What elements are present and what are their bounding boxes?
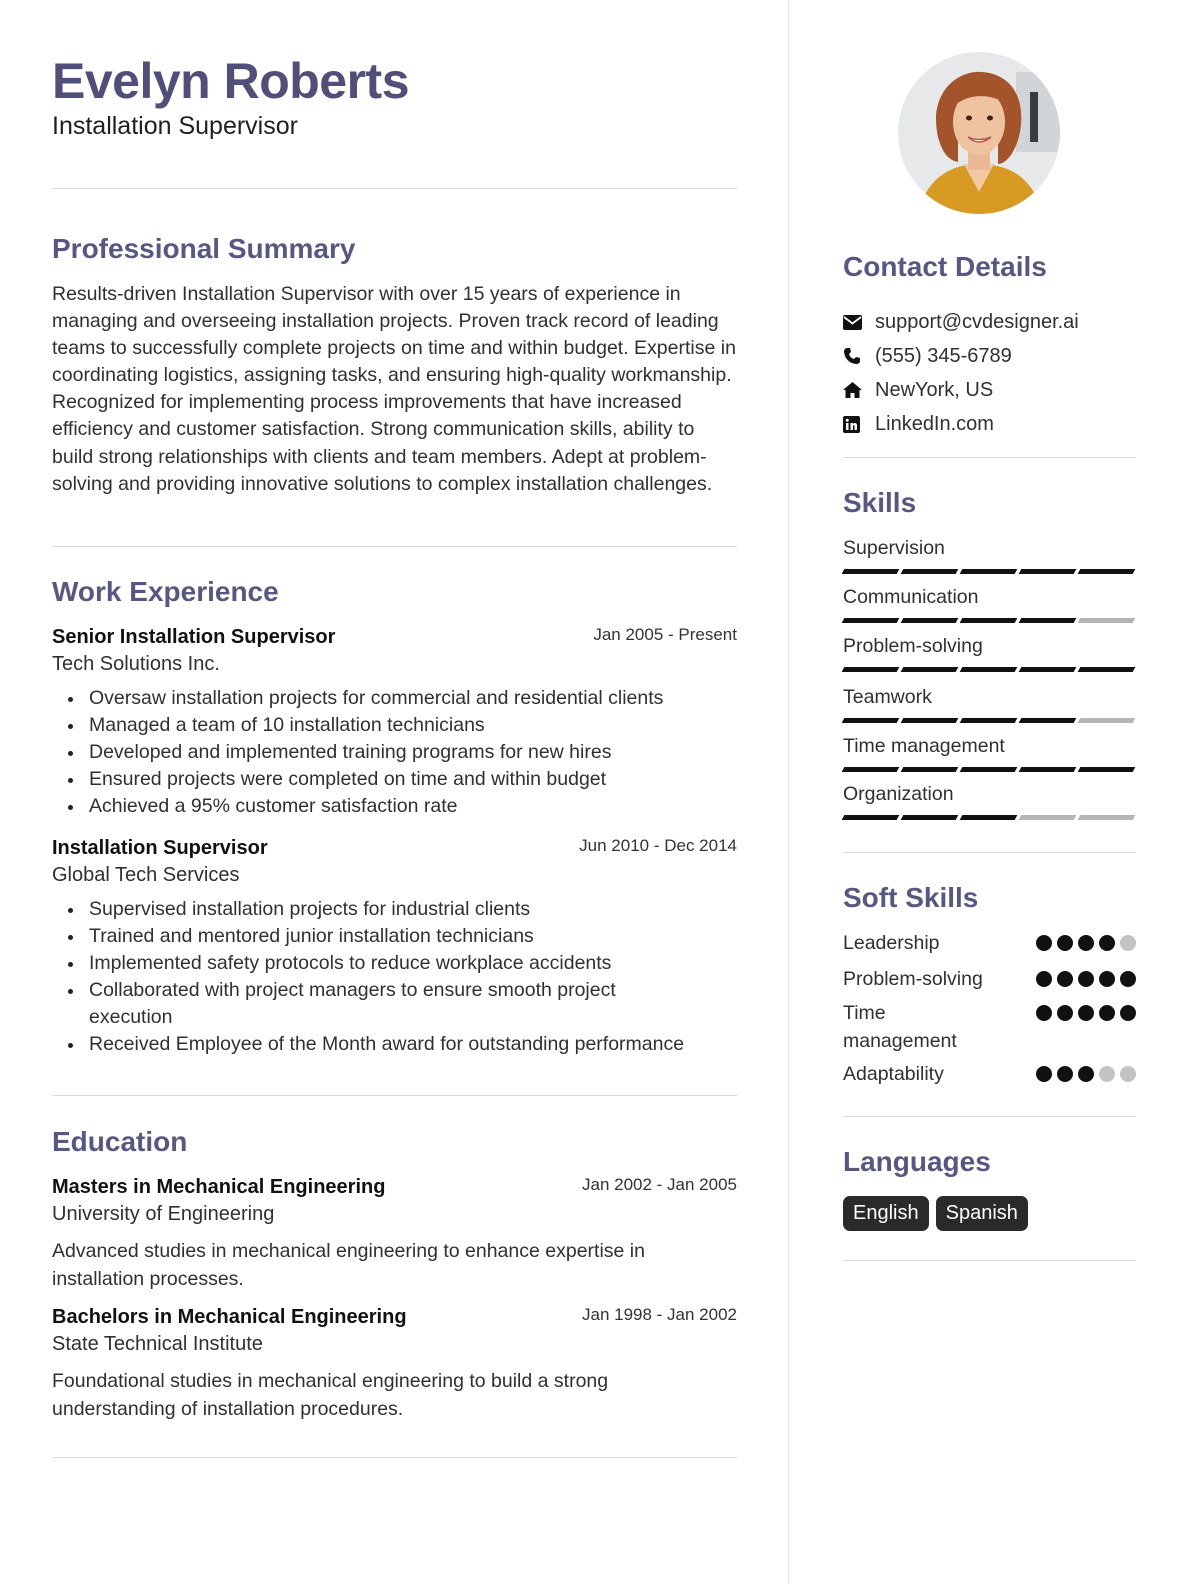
soft-skill-rating [1036, 971, 1136, 987]
skill-segment-filled [901, 667, 959, 672]
skill-segment-filled [842, 618, 900, 623]
skill-segment-empty [1019, 815, 1077, 820]
contact-item-location [843, 373, 1136, 407]
skills-divider [843, 852, 1136, 853]
job-title: Senior Installation Supervisor [52, 626, 336, 648]
job-title: Installation Supervisor [52, 837, 268, 859]
education-entry [52, 1303, 737, 1423]
profile-photo-image [898, 52, 1060, 214]
rating-dot-filled [1120, 1005, 1136, 1021]
soft-skill-rating [1036, 1066, 1136, 1082]
skill-segment-filled [901, 569, 959, 574]
education-description: Advanced studies in mechanical engineering to enhance expertise in installation processes. [52, 1240, 645, 1290]
contact-divider [843, 457, 1136, 458]
job-company: Tech Solutions Inc. [52, 653, 220, 675]
skill-level-bar [843, 718, 1134, 723]
skill-segment-filled [901, 767, 959, 772]
soft-skill-item [843, 929, 1136, 957]
rating-dot-filled [1036, 935, 1052, 951]
bullet-item: Received Employee of the Month award for outstanding performance [89, 1031, 737, 1058]
job-entry [52, 623, 737, 820]
skill-segment-empty [1078, 618, 1136, 623]
skill-segment-filled [901, 618, 959, 623]
rating-dot-filled [1078, 935, 1094, 951]
skill-segment-filled [960, 718, 1018, 723]
rating-dot-filled [1099, 1005, 1115, 1021]
candidate-role: Installation Supervisor [52, 112, 298, 140]
rating-dot-filled [1078, 1066, 1094, 1082]
skill-level-bar [843, 618, 1134, 623]
bullet-item: Oversaw installation projects for commercial and residential clients [89, 685, 737, 712]
skill-segment-filled [960, 767, 1018, 772]
contact-item-linkedin[interactable] [843, 407, 1136, 441]
contact-linkedin: LinkedIn.com [875, 412, 994, 435]
rating-dot-filled [1078, 1005, 1094, 1021]
rating-dot-empty [1120, 935, 1136, 951]
soft-skill-item [843, 999, 1136, 1055]
summary-text: Results-driven Installation Supervisor with over 15 years of experience in managing and overseeing installation projects. Proven track record of leading teams to successfully complete projects on time and within budget. Expertise in coordinating logistics, assigning tasks, and ensuring high-quality workmanship. Recognized for implementing process improvements that have increased efficiency and customer satisfaction. Strong communication skills, ability to build strong relationships with clients and team members. Adept at problem-solving and providing innovative solutions to complex installation challenges. [52, 283, 736, 495]
contact-list [843, 305, 1136, 441]
rating-dot-filled [1120, 971, 1136, 987]
skill-segment-filled [1019, 667, 1077, 672]
job-bullets [52, 896, 737, 1058]
degree-title: Bachelors in Mechanical Engineering [52, 1306, 407, 1328]
rating-dot-filled [1057, 935, 1073, 951]
bullet-item: Achieved a 95% customer satisfaction rate [89, 793, 737, 820]
skill-level-bar [843, 815, 1134, 820]
skill-segment-filled [901, 718, 959, 723]
languages-divider [843, 1260, 1136, 1261]
skill-name: Problem-solving [843, 635, 983, 657]
skill-segment-filled [1019, 767, 1077, 772]
rating-dot-filled [1099, 935, 1115, 951]
skill-segment-filled [901, 815, 959, 820]
envelope-icon [843, 315, 875, 330]
column-divider [788, 0, 789, 1584]
contact-phone: (555) 345-6789 [875, 344, 1012, 367]
experience-divider [52, 1095, 737, 1096]
soft-skill-item [843, 1060, 1136, 1088]
degree-title: Masters in Mechanical Engineering [52, 1176, 386, 1198]
skill-segment-filled [842, 767, 900, 772]
languages-list [843, 1196, 1028, 1231]
header-divider [52, 188, 737, 189]
skill-segment-filled [842, 718, 900, 723]
skill-segment-filled [960, 618, 1018, 623]
rating-dot-filled [1036, 971, 1052, 987]
education-title: Education [52, 1126, 188, 1157]
education-description: Foundational studies in mechanical engineering to build a strong understanding of installation procedures. [52, 1370, 609, 1420]
skill-segment-empty [1078, 718, 1136, 723]
skill-segment-filled [960, 667, 1018, 672]
rating-dot-empty [1099, 1066, 1115, 1082]
school-name: University of Engineering [52, 1203, 275, 1225]
bullet-item: Collaborated with project managers to ensure smooth project execution [89, 977, 679, 1031]
education-divider [52, 1457, 737, 1458]
skill-segment-filled [842, 667, 900, 672]
skill-segment-filled [1019, 618, 1077, 623]
language-badge: Spanish [936, 1196, 1028, 1231]
job-entry [52, 834, 737, 1058]
job-bullets [52, 685, 737, 820]
skill-name: Supervision [843, 537, 945, 559]
skill-name: Teamwork [843, 686, 932, 708]
skill-segment-filled [1078, 667, 1136, 672]
skill-segment-filled [960, 569, 1018, 574]
soft-skill-item [843, 965, 1136, 993]
skill-segment-filled [1019, 569, 1077, 574]
skill-level-bar [843, 767, 1134, 772]
skill-segment-filled [1019, 718, 1077, 723]
bullet-item: Ensured projects were completed on time and within budget [89, 766, 737, 793]
education-date: Jan 1998 - Jan 2002 [581, 1305, 737, 1324]
soft-skills-title: Soft Skills [843, 882, 979, 913]
languages-title: Languages [843, 1146, 991, 1177]
soft-skill-name: Leadership [843, 932, 940, 954]
contact-item-phone[interactable] [843, 339, 1136, 373]
skill-segment-filled [1078, 767, 1136, 772]
contact-email: support@cvdesigner.ai [875, 310, 1079, 333]
bullet-item: Supervised installation projects for industrial clients [89, 896, 737, 923]
soft-skill-name: Adaptability [843, 1063, 944, 1085]
skill-item [843, 584, 1136, 623]
skill-segment-filled [842, 569, 900, 574]
bullet-item: Managed a team of 10 installation technicians [89, 712, 737, 739]
rating-dot-filled [1099, 971, 1115, 987]
education-entry [52, 1173, 737, 1293]
language-badge: English [843, 1196, 929, 1231]
summary-title: Professional Summary [52, 233, 356, 264]
rating-dot-filled [1036, 1066, 1052, 1082]
school-name: State Technical Institute [52, 1333, 263, 1355]
rating-dot-filled [1078, 971, 1094, 987]
bullet-item: Trained and mentored junior installation technicians [89, 923, 737, 950]
rating-dot-filled [1057, 971, 1073, 987]
skill-item [843, 733, 1136, 772]
skill-name: Time management [843, 735, 1005, 757]
skill-segment-filled [960, 815, 1018, 820]
bullet-item: Implemented safety protocols to reduce workplace accidents [89, 950, 737, 977]
soft-skill-name: Problem-solving [843, 968, 983, 990]
phone-icon [843, 347, 875, 365]
soft-skill-rating [1036, 1005, 1136, 1021]
soft-skill-rating [1036, 935, 1136, 951]
rating-dot-filled [1057, 1005, 1073, 1021]
linkedin-icon [843, 416, 875, 433]
skill-level-bar [843, 569, 1134, 574]
home-icon [843, 382, 875, 398]
bullet-item: Developed and implemented training programs for new hires [89, 739, 737, 766]
contact-location: NewYork, US [875, 378, 994, 401]
rating-dot-empty [1120, 1066, 1136, 1082]
job-date: Jun 2010 - Dec 2014 [579, 836, 737, 855]
skill-segment-filled [1078, 569, 1136, 574]
skill-name: Organization [843, 783, 954, 805]
contact-title: Contact Details [843, 251, 1047, 282]
skill-segment-empty [1078, 815, 1136, 820]
skill-item [843, 535, 1136, 574]
skill-name: Communication [843, 586, 979, 608]
experience-title: Work Experience [52, 576, 279, 607]
rating-dot-filled [1036, 1005, 1052, 1021]
skill-item [843, 684, 1136, 723]
education-date: Jan 2002 - Jan 2005 [581, 1175, 737, 1194]
rating-dot-filled [1057, 1066, 1073, 1082]
job-date: Jan 2005 - Present [593, 625, 737, 644]
profile-photo [898, 52, 1060, 214]
soft-skill-name: Time management [843, 1002, 957, 1052]
skill-item [843, 781, 1136, 820]
skill-level-bar [843, 667, 1134, 672]
skill-item [843, 633, 1136, 672]
candidate-name: Evelyn Roberts [52, 53, 410, 109]
skills-title: Skills [843, 487, 917, 518]
contact-item-email[interactable] [843, 305, 1136, 339]
skill-segment-filled [842, 815, 900, 820]
summary-divider [52, 546, 737, 547]
soft-skills-divider [843, 1116, 1136, 1117]
job-company: Global Tech Services [52, 864, 240, 886]
